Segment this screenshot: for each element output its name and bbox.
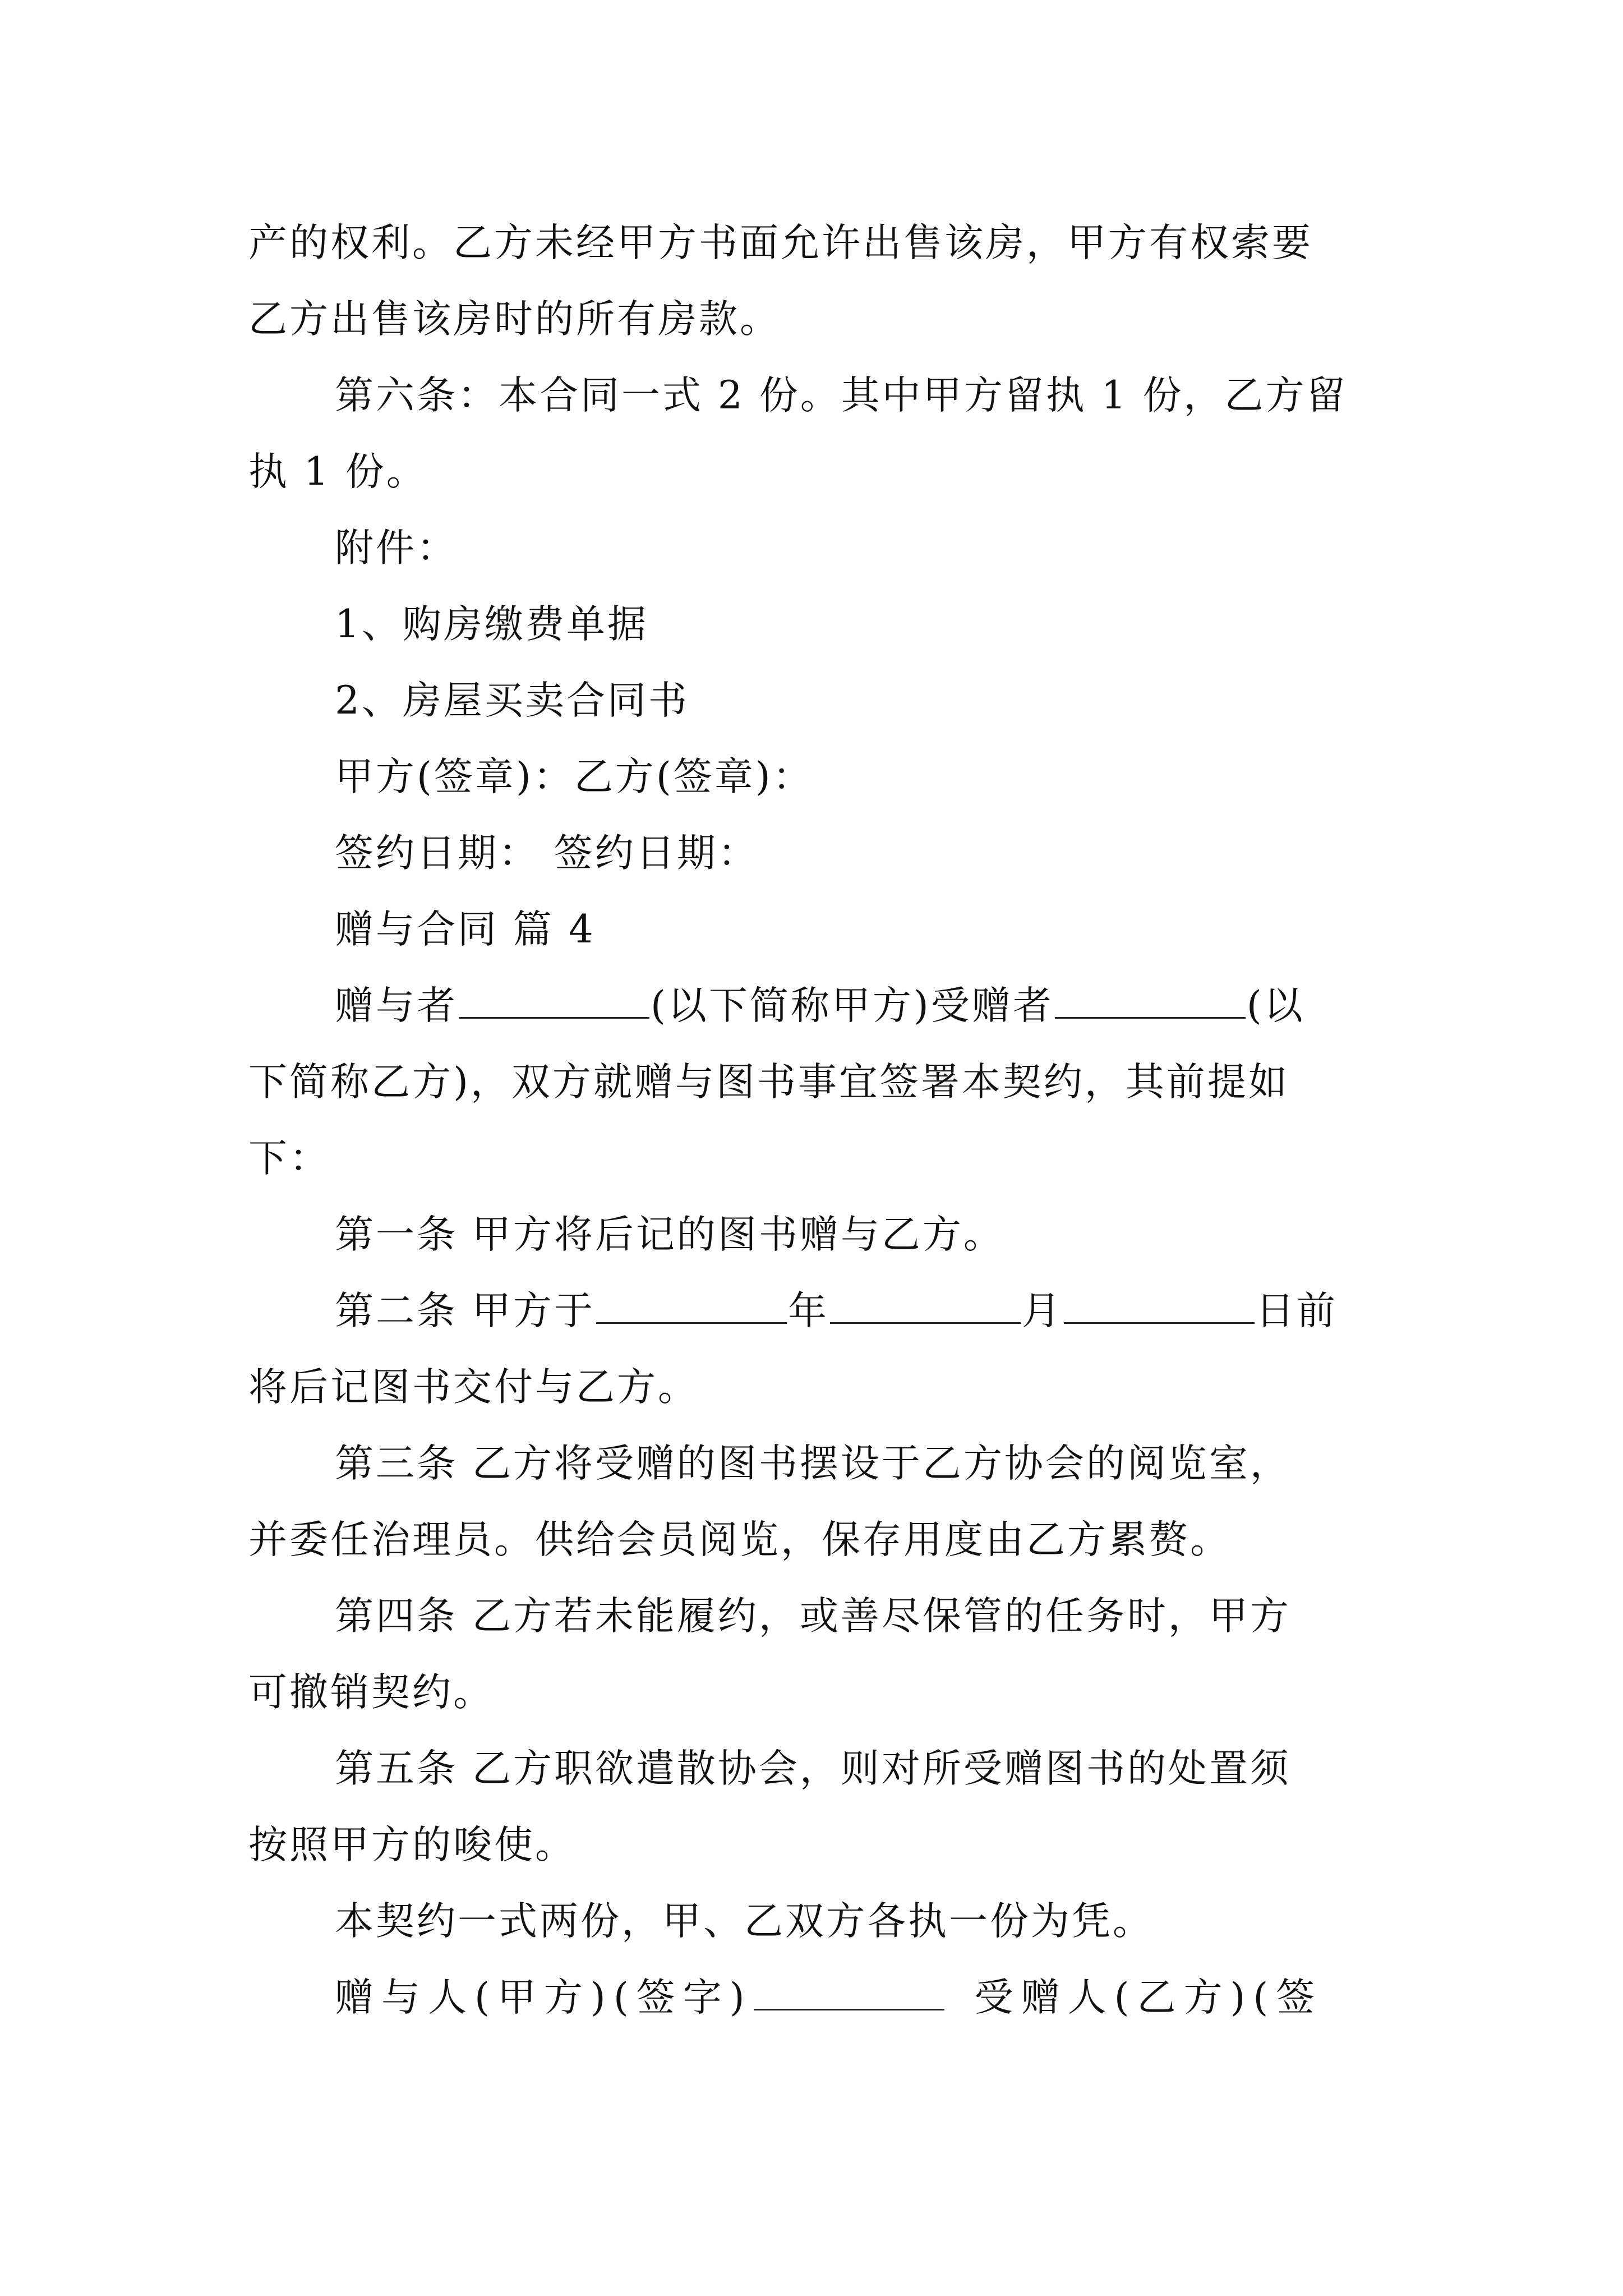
donor-signature-label: 赠与人(甲方)(签字)	[335, 1975, 753, 2020]
article-3: 第三条 乙方将受赠的图书摆设于乙方协会的阅览室，	[335, 1441, 1291, 1486]
text-segment: 月	[1021, 1289, 1063, 1333]
text-segment: 日前	[1255, 1289, 1338, 1333]
article-2	[335, 1286, 1338, 1336]
text-line: 附件：	[335, 526, 458, 570]
text-segment: (以下简称甲方)受赠者	[651, 983, 1054, 1028]
text-line: 将后记图书交付与乙方。	[248, 1365, 699, 1410]
article-1: 第一条 甲方将后记的图书赠与乙方。	[335, 1212, 1004, 1257]
fill-blank	[830, 1286, 1021, 1324]
text-segment: 赠与者	[335, 983, 458, 1028]
text-line: 下简称乙方)，双方就赠与图书事宜签署本契约，其前提如	[248, 1060, 1289, 1105]
text-segment: 第二条 甲方于	[335, 1289, 595, 1333]
fill-blank	[1064, 1286, 1255, 1324]
signature-line	[335, 1972, 1322, 2023]
text-line: 乙方出售该房时的所有房款。	[248, 297, 781, 342]
text-line: 1、购房缴费单据	[335, 602, 648, 647]
text-line: 2、房屋买卖合同书	[335, 678, 689, 723]
article-5: 第五条 乙方职欲遣散协会，则对所受赠图书的处置须	[335, 1746, 1291, 1791]
fill-blank	[754, 1973, 944, 2010]
text-line: 第六条：本合同一式 2 份。其中甲方留执 1 份，乙方留	[335, 373, 1348, 418]
fill-blank	[1055, 981, 1246, 1019]
copies-clause: 本契约一式两份，甲、乙双方各执一份为凭。	[335, 1899, 1154, 1944]
text-line: 签约日期： 签约日期：	[335, 831, 759, 876]
section-heading: 赠与合同 篇 4	[335, 907, 596, 952]
text-line: 甲方(签章)：乙方(签章)：	[335, 754, 814, 799]
text-line: 可撤销契约。	[248, 1670, 494, 1715]
text-segment: 年	[787, 1289, 829, 1333]
fill-blank	[459, 981, 649, 1019]
text-line: 产的权利。乙方未经甲方书面允许出售该房，甲方有权索要	[248, 220, 1313, 265]
article-4: 第四条 乙方若未能履约，或善尽保管的任务时，甲方	[335, 1594, 1291, 1639]
text-segment: (以	[1246, 983, 1305, 1028]
donation-intro	[335, 981, 1305, 1031]
text-line: 并委任治理员。供给会员阅览，保存用度由乙方累赘。	[248, 1517, 1231, 1562]
text-line: 按照甲方的唆使。	[248, 1823, 576, 1867]
recipient-signature-label: 受赠人(乙方)(签	[974, 1975, 1323, 2020]
text-line: 执 1 份。	[248, 449, 427, 494]
text-line: 下：	[248, 1136, 330, 1181]
fill-blank	[596, 1286, 787, 1324]
